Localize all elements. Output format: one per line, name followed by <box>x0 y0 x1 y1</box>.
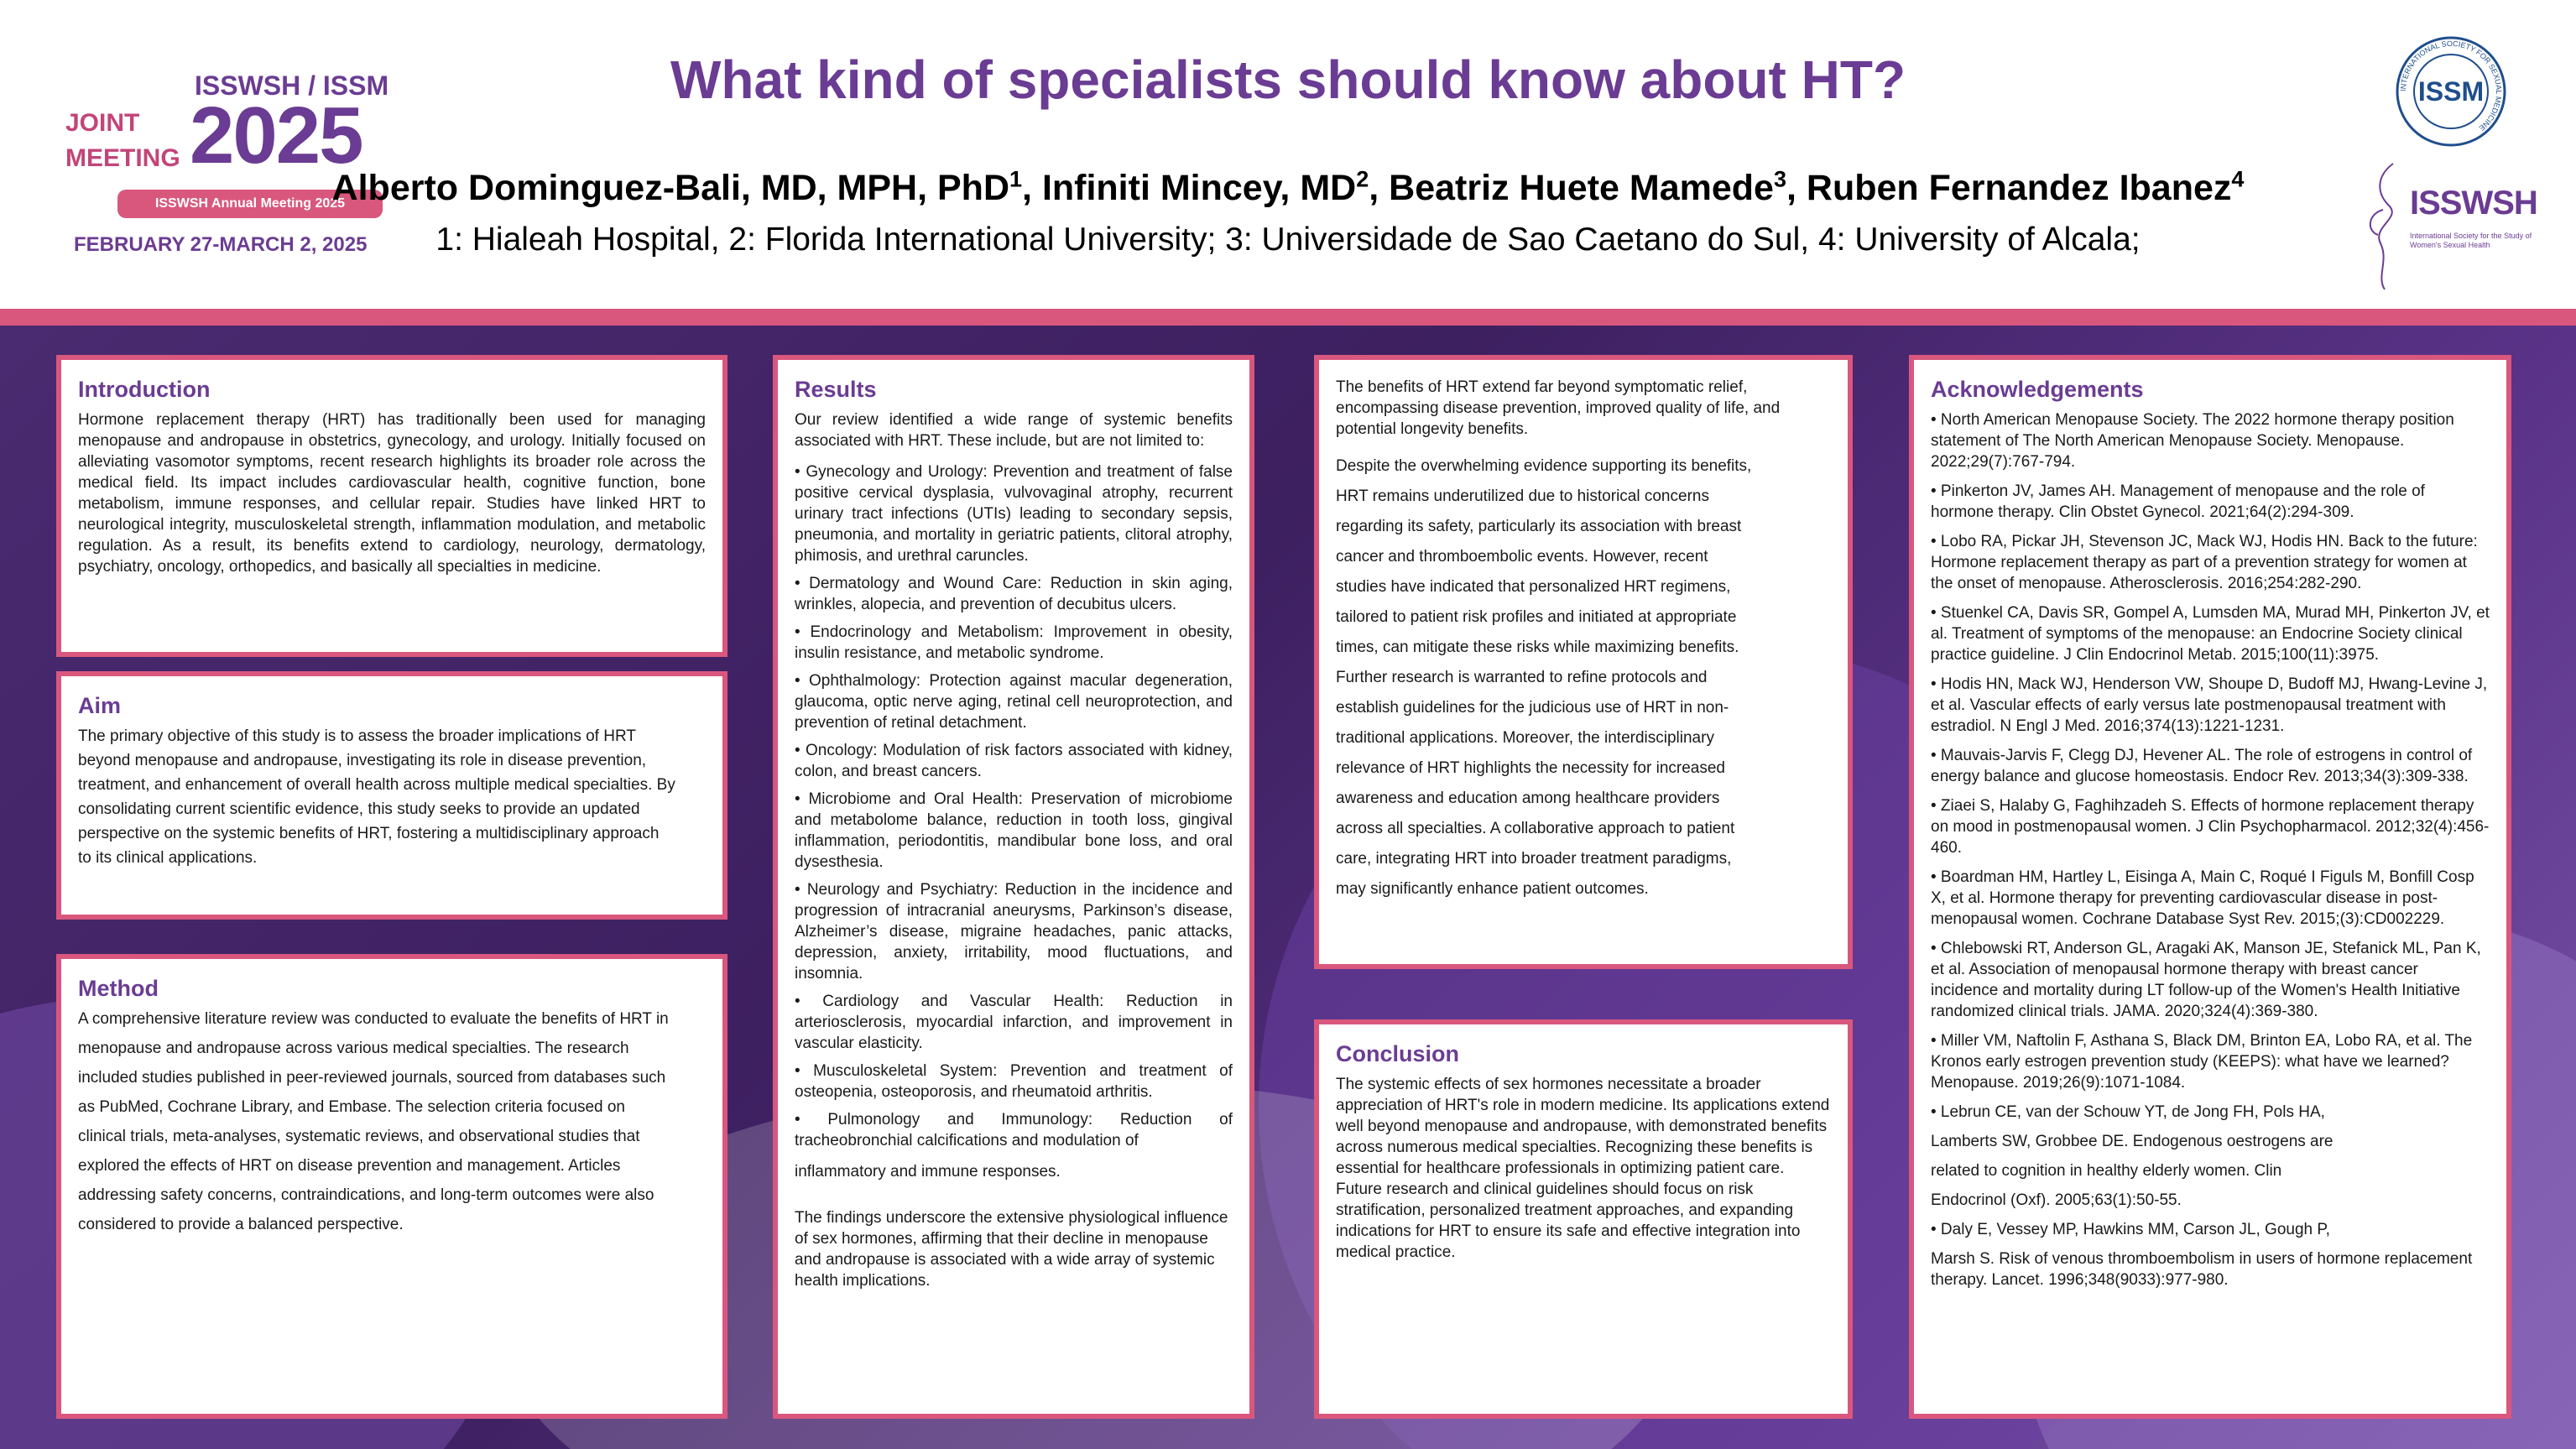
logo-meeting: MEETING <box>65 144 180 172</box>
results-item: • Ophthalmology: Protection against macular degeneration, glaucoma, optic nerve aging, retinal cell neuroprotection, and prevention of retinal detachment. <box>795 672 1233 732</box>
method-text: considered to provide a balanced perspective. <box>78 1216 404 1233</box>
isswsh-letters: ISSWSH <box>2410 185 2537 222</box>
results-item: • Microbiome and Oral Health: Preservation of microbiome and metabolome balance, reduction in tooth loss, gingival inflammation, periodontitis, mandibular bone loss, and oral dysesthesia. <box>795 790 1233 871</box>
logo-dates: FEBRUARY 27-MARCH 2, 2025 <box>74 233 368 256</box>
introduction-box <box>56 355 727 657</box>
logo-joint: JOINT <box>65 109 140 137</box>
isswsh-logo <box>2360 159 2536 294</box>
discussion-line: times, can mitigate these risks while maximizing benefits. <box>1336 638 1739 656</box>
method-text: A comprehensive literature review was conducted to evaluate the benefits of HRT in <box>78 1010 669 1028</box>
results-closing: The findings underscore the extensive physiological influence of sex hormones, affirming that their decline in menopause and andropause is associated with a wide array of systemic health implications. <box>795 1209 1228 1290</box>
reference-line: • Lebrun CE, van der Schouw YT, de Jong FH, Pols HA, <box>1931 1103 2325 1121</box>
method-heading: Method <box>78 976 159 1001</box>
author-name: Alberto Dominguez-Bali, MD, MPH, PhD <box>331 168 1009 208</box>
poster-header <box>0 0 2576 309</box>
poster-title: What kind of specialists should know about HT? <box>670 50 1906 110</box>
reference-line: • Daly E, Vessey MP, Hawkins MM, Carson JL, Gough P, <box>1931 1221 2330 1238</box>
aim-text: consolidating current scientific evidence, this study seeks to provide an updated <box>78 800 640 818</box>
conclusion-text: The systemic effects of sex hormones necessitate a broader appreciation of HRT's role in modern medicine. Its applications extend well beyond menopause and andropause, with demonstrated benefits across numerous medical specialties. Recognizing these benefits is essential for healthcare professionals in optimizing patient care. Future research and clinical guidelines should focus on risk stratification, personalized treatment approaches, and expanding indications for HRT to ensure its safe and effective integration into medical practice. <box>1336 1076 1830 1261</box>
method-text: menopause and andropause across various medical specialties. The research <box>78 1040 629 1057</box>
method-text: included studies published in peer-reviewed journals, sourced from databases such <box>78 1069 666 1087</box>
results-heading: Results <box>795 377 877 402</box>
reference-item: • Lobo RA, Pickar JH, Stevenson JC, Mack WJ, Hodis HN. Back to the future: Hormone replacement therapy as part of a prevention strategy for women at the onset of menopause. Atherosclerosis. 2016;254:282-290. <box>1931 533 2478 592</box>
isswsh-subtitle: International Society for the Study of Women's Sexual Health <box>2410 232 2532 249</box>
results-intro: Our review identified a wide range of systemic benefits associated with HRT. These include, but are not limited to: <box>795 411 1233 450</box>
discussion-line: tailored to patient risk profiles and initiated at appropriate <box>1336 608 1737 626</box>
reference-item: • Miller VM, Naftolin F, Asthana S, Black DM, Brinton EA, Lobo RA, et al. The Kronos early estrogen prevention study (KEEPS): what have we learned? Menopause. 2019;26(9):1071-1084. <box>1931 1032 2473 1092</box>
results-item: • Oncology: Modulation of risk factors associated with kidney, colon, and breast cancers. <box>795 742 1233 780</box>
logo-joint-meeting <box>65 106 180 176</box>
logo-year: 2025 <box>190 91 362 180</box>
results-tail: inflammatory and immune responses. <box>795 1163 1061 1181</box>
header-divider <box>0 309 2576 326</box>
author-name: Infiniti Mincey, MD <box>1041 168 1357 208</box>
acknowledgements-box <box>1909 355 2511 1419</box>
method-text: explored the effects of HRT on disease prevention and management. Articles <box>78 1157 621 1175</box>
author-name: Ruben Fernandez Ibanez <box>1806 168 2232 208</box>
reference-item: • Mauvais-Jarvis F, Clegg DJ, Hevener AL. The role of estrogens in control of energy balance and glucose homeostasis. Endocr Rev. 2013;34(3):309-338. <box>1931 747 2473 785</box>
reference-item: • Ziaei S, Halaby G, Faghihzadeh S. Effects of hormone replacement therapy on mood in postmenopausal women. J Clin Psychopharmacol. 2012;32(4):456-460. <box>1931 797 2490 857</box>
aim-text: beyond menopause and andropause, investigating its role in disease prevention, <box>78 752 647 769</box>
conclusion-box <box>1314 1019 1853 1419</box>
discussion-line: regarding its safety, particularly its association with breast <box>1336 518 1742 535</box>
author-sup: 2 <box>1356 166 1369 192</box>
affiliations: 1: Hialeah Hospital, 2: Florida International University; 3: Universidade de Sao Caetano do Sul, 4: University of Alcala; <box>435 222 2141 258</box>
author-name: Beatriz Huete Mamede <box>1389 168 1774 208</box>
results-item: • Pulmonology and Immunology: Reduction of tracheobronchial calcifications and modulation of <box>795 1111 1233 1149</box>
reference-item: • Hodis HN, Mack WJ, Henderson VW, Shoupe D, Budoff MJ, Hwang-Levine J, et al. Vascular effects of early versus late postmenopausal treatment with estradiol. N Engl J Med. 2016;374(13):1221-1231. <box>1931 675 2488 735</box>
discussion-line: establish guidelines for the judicious use of HRT in non- <box>1336 699 1729 717</box>
aim-text: to its clinical applications. <box>78 849 258 867</box>
aim-box <box>56 671 727 920</box>
discussion-intro: The benefits of HRT extend far beyond symptomatic relief, encompassing disease prevention, improved quality of life, and potential longevity benefits. <box>1336 378 1781 438</box>
author-sup: 4 <box>2231 166 2245 192</box>
discussion-box <box>1314 355 1853 969</box>
reference-line: Endocrinol (Oxf). 2005;63(1):50-55. <box>1931 1191 2182 1209</box>
aim-heading: Aim <box>78 693 122 718</box>
reference-line: related to cognition in healthy elderly women. Clin <box>1931 1162 2282 1180</box>
discussion-line: awareness and education among healthcare providers <box>1336 790 1720 807</box>
reference-item: • Pinkerton JV, James AH. Management of menopause and the role of hormone therapy. Clin Obstet Gynecol. 2021;64(2):294-309. <box>1931 482 2425 521</box>
results-box <box>773 355 1254 1419</box>
reference-item: • Boardman HM, Hartley L, Eisinga A, Main C, Roqué I Figuls M, Bonfill Cosp X, et al. Hormone therapy for preventing cardiovascular disease in post-menopausal women. Cochrane Database Syst Rev. 2015;(3):CD002229. <box>1931 868 2474 928</box>
reference-item: • Chlebowski RT, Anderson GL, Aragaki AK, Manson JE, Stefanick ML, Pan K, et al. Association of menopausal hormone therapy with breast cancer incidence and mortality during LT follow-up of the Women's Health Initiative randomized clinical trials. JAMA. 2020;324(4):369-380. <box>1931 940 2481 1020</box>
method-text: as PubMed, Cochrane Library, and Embase. The selection criteria focused on <box>78 1098 625 1116</box>
discussion-line: relevance of HRT highlights the necessity for increased <box>1336 759 1725 777</box>
author-sep: , <box>1369 168 1390 208</box>
results-item: • Endocrinology and Metabolism: Improvement in obesity, insulin resistance, and metabolic syndrome. <box>795 623 1233 662</box>
discussion-line: care, integrating HRT into broader treatment paradigms, <box>1336 850 1732 868</box>
discussion-line: Further research is warranted to refine protocols and <box>1336 669 1708 686</box>
logo-org-line: ISSWSH / ISSM <box>195 70 389 101</box>
author-sup: 1 <box>1009 166 1023 192</box>
issm-letters: ISSM <box>2417 76 2485 107</box>
results-item: • Cardiology and Vascular Health: Reduction in arteriosclerosis, myocardial infarction, and improvement in vascular elasticity. <box>795 993 1233 1052</box>
acknowledgements-heading: Acknowledgements <box>1931 377 2144 402</box>
results-item: • Musculoskeletal System: Prevention and treatment of osteopenia, osteoporosis, and rheumatoid arthritis. <box>795 1062 1233 1101</box>
aim-text: The primary objective of this study is to assess the broader implications of HRT <box>78 727 636 745</box>
results-item: • Gynecology and Urology: Prevention and treatment of false positive cervical dysplasia, vulvovaginal atrophy, recurrent urinary tract infections (UTIs) leading to secondary sepsis, pneumonia, and mortality in geriatric patients, clitoral atrophy, phimosis, and urethral caruncles. <box>795 463 1233 565</box>
issm-logo <box>2393 34 2509 149</box>
author-list <box>0 168 2576 209</box>
author-sep: , <box>1786 168 1807 208</box>
reference-item: • North American Menopause Society. The 2022 hormone therapy position statement of The North American Menopause Society. Menopause. 2022;29(7):767-794. <box>1931 411 2454 471</box>
issm-ring-text: INTERNATIONAL SOCIETY FOR SEXUAL MEDICINE <box>2398 39 2504 133</box>
introduction-text: Hormone replacement therapy (HRT) has traditionally been used for managing menopause and andropause in obstetrics, gynecology, and urology. Initially focused on alleviating vasomotor symptoms, recent research highlights its broader role across the medical field. Its impact includes cardiovascular health, cognitive function, bone metabolism, immune responses, and cellular repair. Studies have linked HRT to neurological integrity, musculoskeletal strength, inflammation modulation, and metabolic regulation. As a result, its benefits extend to cardiology, neurology, dermatology, psychiatry, oncology, orthopedics, and basically all specialties in medicine. <box>78 411 706 576</box>
discussion-line: studies have indicated that personalized HRT regimens, <box>1336 578 1731 596</box>
discussion-line: cancer and thromboembolic events. However, recent <box>1336 548 1708 566</box>
results-item: • Neurology and Psychiatry: Reduction in the incidence and progression of intracranial aneurysms, Parkinson’s disease, Alzheimer’s disease, migraine headaches, panic attacks, depression, anxiety, irritability, mood fluctuations, and insomnia. <box>795 881 1233 983</box>
author-sep: , <box>1022 168 1042 208</box>
logo-pill: ISSWSH Annual Meeting 2025 <box>117 190 383 218</box>
method-box <box>56 954 727 1419</box>
aim-text: perspective on the systemic benefits of HRT, fostering a multidisciplinary approach <box>78 825 660 842</box>
aim-text: treatment, and enhancement of overall health across multiple medical specialties. By <box>78 776 675 794</box>
discussion-line: HRT remains underutilized due to historical concerns <box>1336 487 1709 505</box>
method-text: addressing safety concerns, contraindications, and long-term outcomes were also <box>78 1186 654 1204</box>
introduction-heading: Introduction <box>78 377 211 402</box>
reference-item: • Stuenkel CA, Davis SR, Gompel A, Lumsden MA, Murad MH, Pinkerton JV, et al. Treatment of symptoms of the menopause: an Endocrine Society clinical practice guideline. J Clin Endocrinol Metab. 2015;100(11):3975. <box>1931 604 2490 664</box>
discussion-line: Despite the overwhelming evidence supporting its benefits, <box>1336 457 1752 475</box>
reference-line: Marsh S. Risk of venous thromboembolism in users of hormone replacement therapy. Lancet. 1996;348(9033):977-980. <box>1931 1250 2473 1289</box>
author-sup: 3 <box>1773 166 1786 192</box>
method-text: clinical trials, meta-analyses, systematic reviews, and observational studies that <box>78 1128 640 1145</box>
figure-line-icon <box>2360 159 2410 294</box>
discussion-line: traditional applications. Moreover, the interdisciplinary <box>1336 729 1714 747</box>
conclusion-heading: Conclusion <box>1336 1041 1459 1066</box>
discussion-line: across all specialties. A collaborative approach to patient <box>1336 820 1735 837</box>
results-item: • Dermatology and Wound Care: Reduction in skin aging, wrinkles, alopecia, and prevention of decubitus ulcers. <box>795 575 1233 613</box>
discussion-line: may significantly enhance patient outcomes. <box>1336 880 1649 898</box>
reference-line: Lamberts SW, Grobbee DE. Endogenous oestrogens are <box>1931 1133 2334 1150</box>
